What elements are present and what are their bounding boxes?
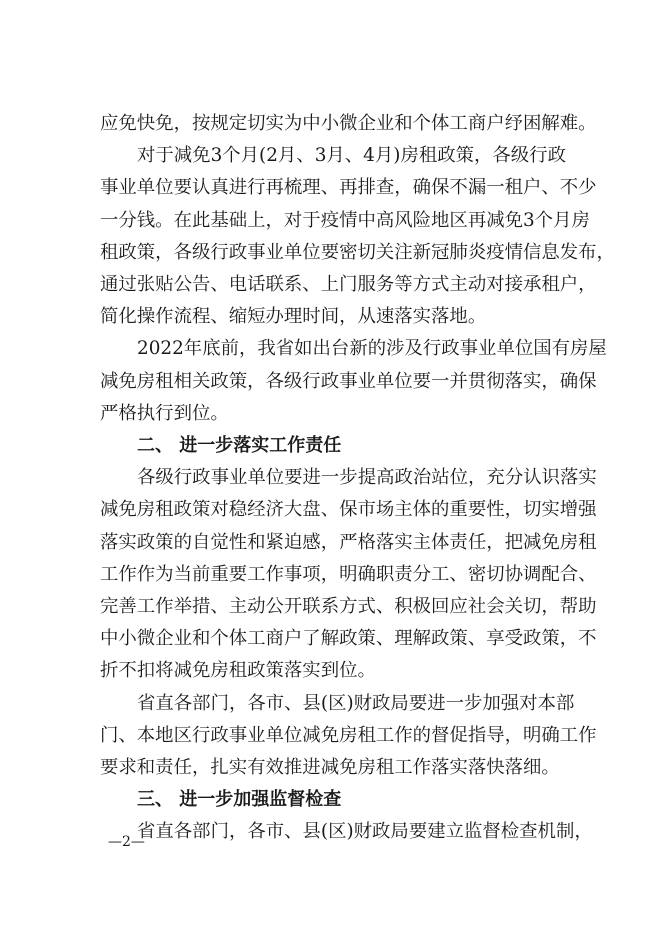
- section-heading-2: 二、 进一步落实工作责任: [137, 435, 342, 456]
- paragraph-first-line: 各级行政事业单位要进一步提高政治站位，充分认识落实: [137, 467, 597, 489]
- paragraph-first-line: 对于减免3个月(2月、3月、4月)房租政策，各级行政: [137, 145, 566, 167]
- body-text-line: 简化操作流程、缩短办理时间，从速落实落地。: [100, 306, 487, 328]
- body-text-line: 应免快免，按规定切实为中小微企业和个体工商户纾困解难。: [100, 113, 597, 134]
- body-text-line: 要求和责任，扎实有效推进减免房租工作落实落快落细。: [100, 757, 560, 778]
- body-text-line: 折不扣将减免房租政策落实到位。: [100, 660, 376, 682]
- body-text-line: 一分钱。在此基础上，对于疫情中高风险地区再减免3个月房: [100, 209, 590, 231]
- body-text-line: 租政策，各级行政事业单位要密切关注新冠肺炎疫情信息发布，: [100, 241, 615, 263]
- body-text-line: 中小微企业和个体工商户了解政策、理解政策、享受政策，不: [100, 628, 597, 650]
- body-text-line: 严格执行到位。: [100, 402, 229, 424]
- body-text-line: 完善工作举措、主动公开联系方式、积极回应社会关切，帮助: [100, 596, 597, 617]
- paragraph-first-line: 省直各部门，各市、县(区)财政局要进一步加强对本部: [137, 692, 575, 714]
- body-text-line: 事业单位要认真进行再梳理、再排查，确保不漏一租户、不少: [100, 177, 597, 199]
- page-number: —2—: [108, 834, 145, 850]
- body-text-line: 通过张贴公告、电话联系、上门服务等方式主动对接承租户，: [100, 274, 597, 295]
- section-heading-3: 三、 进一步加强监督检查: [137, 789, 342, 811]
- body-text-line: 减免房租政策对稳经济大盘、保市场主体的重要性，切实增强: [100, 499, 597, 521]
- body-text-line: 门、本地区行政事业单位减免房租工作的督促指导，明确工作: [100, 724, 597, 746]
- body-text-line: 落实政策的自觉性和紧迫感，严格落实主体责任，把减免房租: [100, 531, 597, 553]
- body-text-line: 工作作为当前重要工作事项，明确职责分工、密切协调配合、: [100, 563, 597, 585]
- paragraph-first-line: 省直各部门，各市、县(区)财政局要建立监督检查机制，: [137, 821, 593, 843]
- body-text-line: 减免房租相关政策，各级行政事业单位要一并贯彻落实，确保: [100, 370, 597, 392]
- paragraph-first-line: 2022年底前，我省如出台新的涉及行政事业单位国有房屋: [137, 338, 607, 360]
